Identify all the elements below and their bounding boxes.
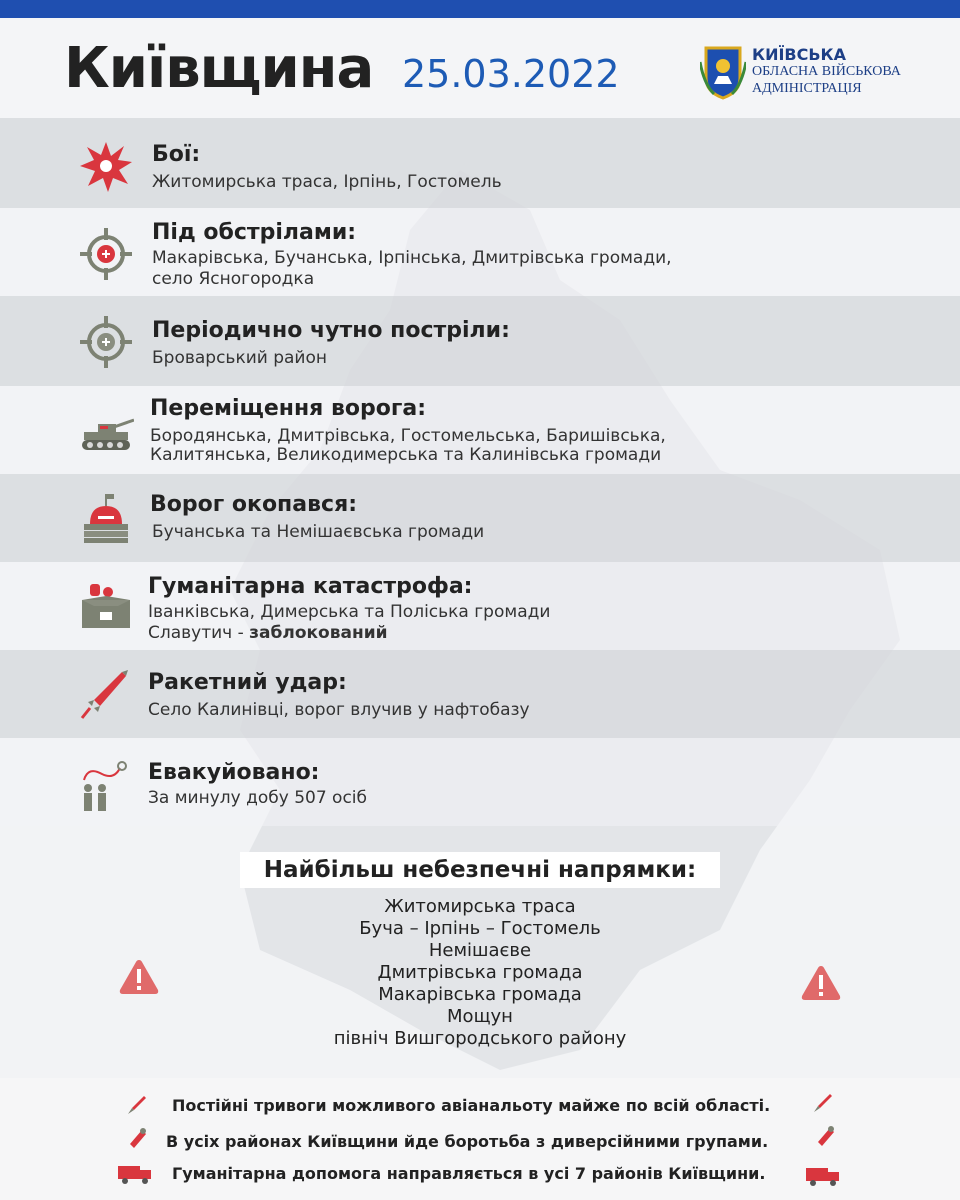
org-line-1: КИЇВСЬКА bbox=[752, 45, 847, 64]
crosshair-red-icon bbox=[78, 226, 134, 282]
note-air-raid: Постійні тривоги можливого авіанальоту майже по всій області. bbox=[172, 1096, 771, 1115]
section-title: Гуманітарна катастрофа: bbox=[148, 574, 473, 599]
dangerous-directions-title: Найбільш небезпечні напрямки: bbox=[240, 852, 720, 888]
section-text: Бородянська, Дмитрівська, Гостомельська, Баришівська, bbox=[150, 426, 666, 446]
rocket-icon bbox=[78, 666, 134, 722]
header bbox=[0, 18, 960, 118]
section-title: Бої: bbox=[152, 142, 201, 167]
warning-icon bbox=[118, 958, 160, 996]
truck-icon bbox=[118, 1164, 152, 1184]
section-text: Макарівська, Бучанська, Ірпінська, Дмитрівська громади, bbox=[152, 248, 672, 268]
direction-item: північ Вишгородського району bbox=[333, 1028, 627, 1049]
section-missile-strike bbox=[0, 650, 960, 738]
grenade-icon bbox=[126, 1126, 148, 1152]
section-title: Під обстрілами: bbox=[152, 220, 357, 245]
section-humanitarian-crisis bbox=[0, 562, 960, 650]
section-evacuated bbox=[0, 738, 960, 826]
section-text: Іванківська, Димерська та Поліська громади bbox=[148, 602, 551, 622]
section-text-extra bbox=[148, 623, 388, 644]
note-sabotage-groups: В усіх районах Київщини йде боротьба з диверсійними групами. bbox=[166, 1132, 769, 1151]
org-line-2: ОБЛАСНА ВІЙСЬКОВА bbox=[752, 64, 901, 79]
report-date: 25.03.2022 bbox=[402, 52, 620, 96]
crosshair-grey-icon bbox=[78, 314, 134, 370]
section-title: Ракетний удар: bbox=[148, 670, 347, 695]
organization-name bbox=[752, 46, 901, 97]
bomb-icon bbox=[812, 1092, 834, 1114]
warning-icon bbox=[800, 964, 842, 1002]
bottom-notes bbox=[0, 1078, 960, 1200]
bunker-icon bbox=[78, 490, 134, 546]
section-title: Евакуйовано: bbox=[148, 760, 320, 785]
section-shots-heard bbox=[0, 296, 960, 386]
explosion-icon bbox=[78, 138, 134, 194]
direction-item: Дмитрівська громада bbox=[377, 962, 583, 983]
section-title: Періодично чутно постріли: bbox=[152, 318, 510, 343]
page-title: Київщина bbox=[64, 36, 374, 101]
section-title: Переміщення ворога: bbox=[150, 396, 426, 421]
section-enemy-entrenched bbox=[0, 474, 960, 562]
section-text: Бучанська та Немішаєвська громади bbox=[152, 522, 485, 542]
section-shelling bbox=[0, 208, 960, 296]
section-text: За минулу добу 507 осіб bbox=[148, 788, 368, 808]
section-text: Село Калинівці, ворог влучив у нафтобазу bbox=[148, 700, 530, 720]
aid-box-icon bbox=[78, 578, 134, 634]
bomb-icon bbox=[126, 1094, 148, 1116]
section-battles bbox=[0, 118, 960, 208]
tank-icon bbox=[78, 404, 134, 460]
blocked-status: заблокований bbox=[249, 623, 388, 643]
section-enemy-movement bbox=[0, 386, 960, 474]
direction-item: Житомирська траса bbox=[384, 896, 576, 917]
section-text: Житомирська траса, Ірпінь, Гостомель bbox=[152, 172, 502, 192]
kyiv-oblast-emblem bbox=[700, 44, 746, 100]
direction-item: Буча – Ірпінь – Гостомель bbox=[359, 918, 601, 939]
evacuation-icon bbox=[78, 760, 134, 816]
section-text: Калитянська, Великодимерська та Калинівська громади bbox=[150, 445, 662, 465]
top-accent-bar bbox=[0, 0, 960, 18]
dangerous-directions-list bbox=[230, 896, 730, 1050]
direction-item: Макарівська громада bbox=[378, 984, 582, 1005]
extra-text: Славутич - bbox=[148, 623, 250, 643]
note-humanitarian-aid: Гуманітарна допомога направляється в усі 7 районів Київщини. bbox=[172, 1164, 766, 1183]
section-title: Ворог окопався: bbox=[150, 492, 357, 517]
truck-icon bbox=[806, 1166, 840, 1186]
org-line-3: АДМІНІСТРАЦІЯ bbox=[752, 81, 862, 96]
direction-item: Мощун bbox=[447, 1006, 513, 1027]
section-text: село Ясногородка bbox=[152, 269, 315, 289]
section-text: Броварський район bbox=[152, 348, 327, 368]
direction-item: Немішаєве bbox=[428, 940, 532, 961]
grenade-icon bbox=[814, 1124, 836, 1150]
